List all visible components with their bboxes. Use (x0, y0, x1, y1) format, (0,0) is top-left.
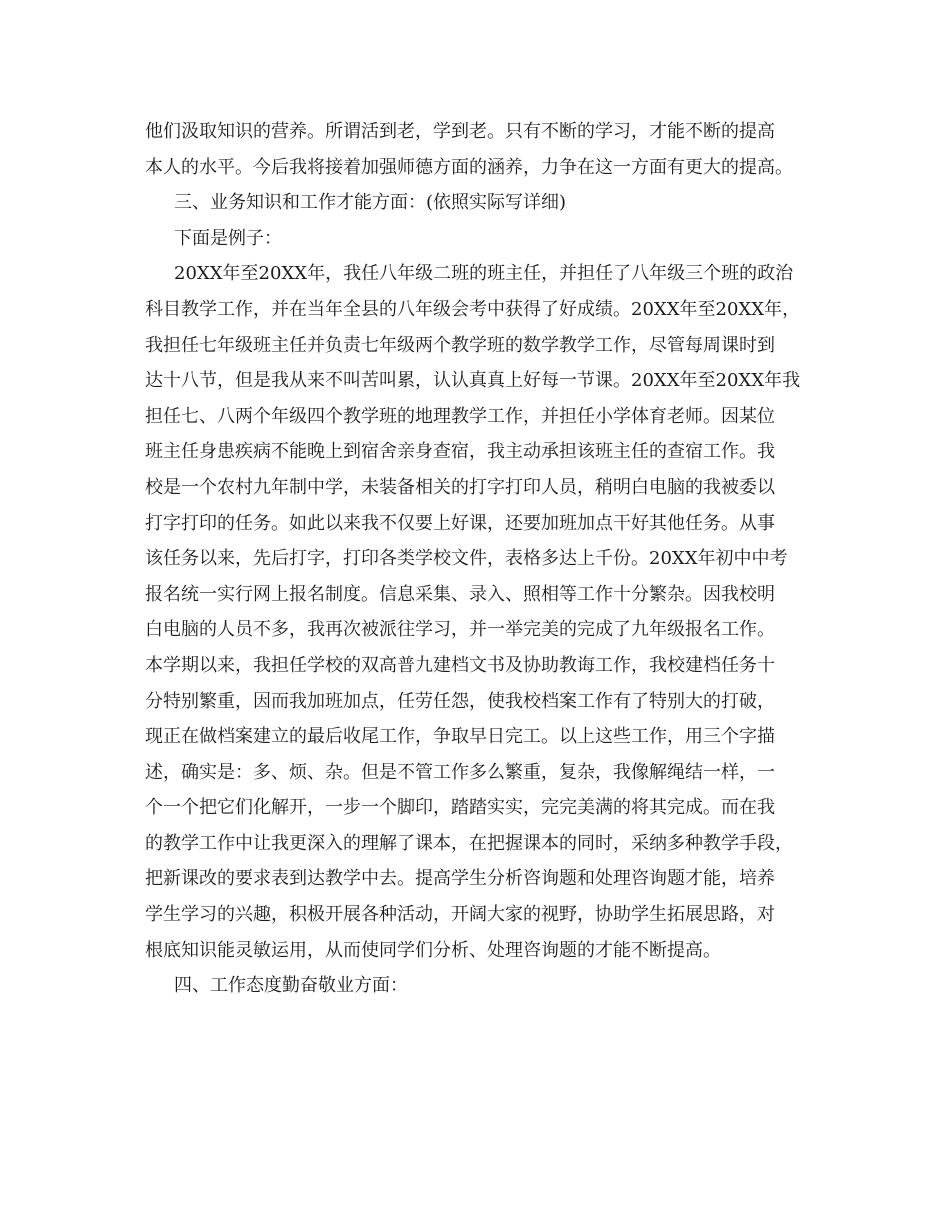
text-line: 我担任七年级班主任并负责七年级两个教学班的数学教学工作，尽管每周课时到 (145, 334, 775, 356)
text-line: 把新课改的要求表到达教学中去。提高学生分析咨询题和处理咨询题才能，培养 (145, 868, 775, 890)
text-line: 校是一个农村九年制中学，未装备相关的打字打印人员，稍明白电脑的我被委以 (145, 476, 775, 498)
text-line: 的教学工作中让我更深入的理解了课本，在把握课本的同时，采纳多种教学手段， (145, 832, 793, 854)
text-line: 达十八节，但是我从来不叫苦叫累，认认真真上好每一节课。20XX年至20XX年我 (145, 370, 801, 392)
text-line: 学生学习的兴趣，积极开展各种活动，开阔大家的视野，协助学生拓展思路，对 (145, 904, 775, 926)
text-line: 本人的水平。今后我将接着加强师德方面的涵养，力争在这一方面有更大的提高。 (145, 156, 793, 178)
text-line: 述，确实是：多、烦、杂。但是不管工作多么繁重，复杂，我像解绳结一样，一 (145, 761, 775, 783)
text-line: 科目教学工作，并在当年全县的八年级会考中获得了好成绩。20XX年至20XX年， (145, 298, 801, 320)
text-line: 白电脑的人员不多，我再次被派往学习，并一举完美的完成了九年级报名工作。 (145, 619, 775, 641)
text-line: 个一个把它们化解开，一步一个脚印，踏踏实实，完完美满的将其完成。而在我 (145, 797, 775, 819)
paragraph-start: 20XX年至20XX年，我任八年级二班的班主任，并担任了八年级三个班的政治 (174, 263, 794, 285)
text-line: 他们汲取知识的营养。所谓活到老，学到老。只有不断的学习，才能不断的提高 (145, 121, 775, 142)
text-line: 本学期以来，我担任学校的双高普九建档文书及协助教诲工作，我校建档任务十 (145, 654, 775, 676)
text-line: 担任七、八两个年级四个教学班的地理教学工作，并担任小学体育老师。因某位 (145, 405, 775, 427)
section-heading-four: 四、工作态度勤奋敬业方面： (174, 975, 408, 997)
text-line: 该任务以来，先后打字，打印各类学校文件，表格多达上千份。20XX年初中中考 (145, 548, 788, 570)
text-line: 根底知识能灵敏运用，从而使同学们分析、处理咨询题的才能不断提高。 (145, 939, 721, 961)
text-line: 分特别繁重，因而我加班加点，任劳任怨，使我校档案工作有了特别大的打破， (145, 690, 775, 712)
example-intro: 下面是例子： (174, 227, 282, 249)
text-line: 报名统一实行网上报名制度。信息采集、录入、照相等工作十分繁杂。因我校明 (145, 583, 775, 605)
text-line: 班主任身患疾病不能晚上到宿舍亲身查宿，我主动承担该班主任的查宿工作。我 (145, 441, 775, 463)
document-body (145, 114, 810, 1004)
text-line: 现正在做档案建立的最后收尾工作，争取早日完工。以上这些工作，用三个字描 (145, 726, 775, 748)
text-line: 打字打印的任务。如此以来我不仅要上好课，还要加班加点干好其他任务。从事 (145, 512, 775, 534)
section-heading-three: 三、业务知识和工作才能方面：(依照实际写详细) (174, 192, 567, 214)
